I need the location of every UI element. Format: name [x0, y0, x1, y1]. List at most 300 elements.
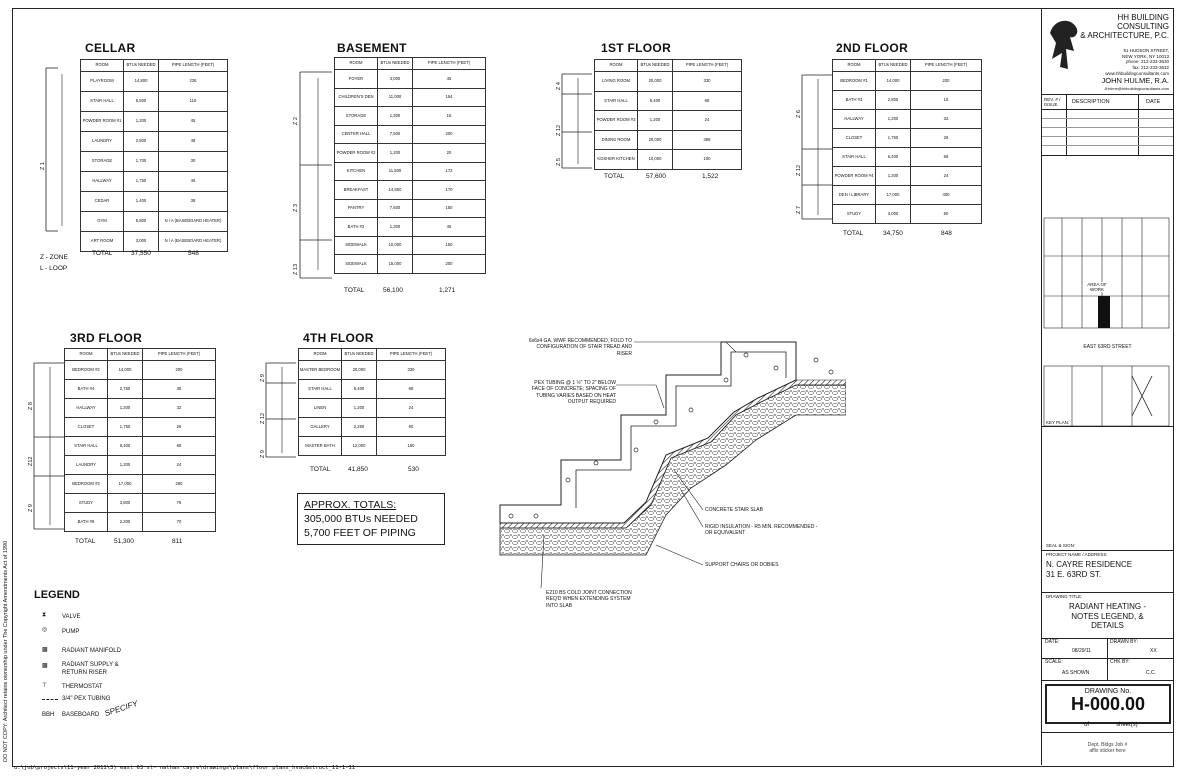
basement-total-label: TOTAL — [344, 287, 365, 294]
legend-bbh: BBH — [42, 712, 55, 718]
schedule-row — [335, 162, 486, 181]
key-plan — [1042, 216, 1173, 427]
project-box — [1042, 550, 1173, 593]
btu-cell: 2,800 — [876, 91, 911, 110]
schedule-row — [81, 112, 228, 132]
fourth-floor-total-btu: 41,850 — [348, 466, 368, 473]
fourth-floor-zone-9b: Z 9 — [260, 450, 266, 458]
sticker-label: affix sticker here — [1089, 748, 1126, 754]
pipe-length-cell: 200 — [413, 255, 486, 274]
btu-cell: 1,750 — [124, 172, 159, 192]
pipe-length-cell: N / A (BASEBOARD HEATER) — [159, 212, 228, 232]
btu-cell: 10,000 — [378, 236, 413, 255]
basement-zone-2: Z 2 — [293, 117, 299, 125]
note-chairs: SUPPORT CHAIRS OR DOBIES — [705, 562, 779, 568]
basement-total-pipe: 1,271 — [439, 287, 456, 294]
pipe-length-cell: 100 — [673, 150, 742, 170]
schedule-row — [65, 361, 216, 380]
room-cell: POWDER ROOM #4 — [833, 167, 876, 186]
drawing-title: RADIANT HEATING - NOTES LEGEND, & DETAILS — [1068, 602, 1147, 631]
room-cell: HALLWAY — [65, 399, 108, 418]
pex-tubing-line-icon — [42, 699, 58, 700]
btu-cell: 3,000 — [124, 232, 159, 252]
schedule-row — [81, 192, 228, 212]
room-cell: BREAKFAST — [335, 181, 378, 200]
room-cell: SIDEWALK — [335, 255, 378, 274]
btu-cell: 12,000 — [342, 437, 377, 456]
schedule-row — [595, 150, 742, 170]
area-of-work-label: AREA OF WORK — [1087, 282, 1107, 292]
rev-label: REV. # / ISSUE — [1044, 97, 1061, 107]
third-floor-total-pipe: 811 — [172, 538, 183, 545]
btu-cell: 10,000 — [638, 150, 673, 170]
fourth-floor-rows — [299, 361, 446, 456]
schedule-row — [833, 148, 982, 167]
first-floor-schedule: ROOM BTUs NEEDED PIPE LENGTH (FEET) LIVING ROOM 20,000 330 STAIR HALL 6,400 68 POWDER ROOM #3 1,200 24 DINING ROOM 20,000 388 KOSHER KITCHEN 10,000 100 — [594, 59, 742, 170]
schedule-row — [81, 92, 228, 112]
second-floor-title: 2ND FLOOR — [836, 41, 909, 55]
second-floor-total-pipe: 848 — [941, 230, 952, 237]
note-wwf: 6x6x4 GA. WWF RECOMMENDED, FOLD TO CONFIGURATION OF STAIR TREAD AND RISER — [528, 338, 632, 357]
pipe-length-cell: 388 — [673, 130, 742, 150]
schedule-row — [299, 380, 446, 399]
schedule-row — [335, 107, 486, 126]
first-floor-zone-5: Z 5 — [556, 158, 562, 166]
schedule-row — [65, 380, 216, 399]
btu-cell: 2,250 — [342, 418, 377, 437]
scale-value: AS SHOWN — [1062, 670, 1090, 676]
schedule-row — [299, 361, 446, 380]
title-block — [1041, 8, 1173, 765]
room-cell: STORAGE — [335, 107, 378, 126]
legend-baseboard: BASEBOARD — [62, 712, 100, 718]
room-cell: BEDROOM #1 — [833, 72, 876, 91]
schedule-row — [833, 167, 982, 186]
valve-icon: ⧗ — [42, 612, 47, 618]
room-cell: STAIR HALL — [833, 148, 876, 167]
room-cell: LAUNDRY — [81, 132, 124, 152]
pipe-length-cell: 400 — [911, 186, 982, 205]
room-cell: STAIR HALL — [65, 437, 108, 456]
drawing-title-box — [1042, 592, 1173, 639]
room-cell: FOYER — [335, 70, 378, 89]
room-cell: PANTRY — [335, 199, 378, 218]
btu-cell: 1,200 — [124, 112, 159, 132]
pipe-length-cell: 26 — [911, 129, 982, 148]
pipe-length-cell: 150 — [413, 236, 486, 255]
room-cell: CLOSET — [833, 129, 876, 148]
room-cell: HALLWAY — [81, 172, 124, 192]
schedule-row — [833, 110, 982, 129]
btu-cell: 1,200 — [342, 399, 377, 418]
room-cell: POWDER ROOM #1 — [81, 112, 124, 132]
pipe-length-cell: 68 — [143, 437, 216, 456]
second-floor-schedule: ROOM BTUs NEEDED PIPE LENGTH (FEET) BEDROOM #1 14,000 200 BATH #3 2,800 15 HALLWAY 1,200 32 CLOSET 1,750 26 STAIR HALL 6,400 68 POWDER ROOM #4 1,200 24 DEN / LIBRARY 17,000 400 STUDY 3,000 60 — [832, 59, 982, 224]
btu-cell: 14,000 — [876, 72, 911, 91]
firm-name: HH BUILDING CONSULTING & ARCHITECTURE, P.C. — [1080, 13, 1169, 40]
pipe-length-cell: 160 — [377, 437, 446, 456]
first-floor-rows — [595, 72, 742, 170]
btu-cell: 6,400 — [108, 437, 143, 456]
schedule-row — [81, 72, 228, 92]
basement-schedule: ROOM BTUs NEEDED PIPE LENGTH (FEET) FOYER 3,000 45 CHILDREN'S DEN 11,000 154 STORAGE 1,300 15 CENTER HALL 7,500 200 POWDER ROOM #2 1,200 20 KITCHEN 11,500 172 BREAKFAST 14,800 170 PANTRY 7,500 150 BATH #2 1,300 45 SIDEWALK 10,000 150 SIDEWALK 15,000 200 — [334, 57, 486, 274]
schedule-row — [81, 172, 228, 192]
approx-totals-heading: APPROX. TOTALS: — [304, 499, 397, 511]
btu-cell: 1,200 — [108, 399, 143, 418]
note-insulation: RIGID INSULATION - R5 MIN. RECOMMENDED - OR EQUIVALENT — [705, 524, 818, 537]
btu-cell: 3,800 — [108, 494, 143, 513]
schedule-row — [65, 418, 216, 437]
scale-label: SCALE: — [1045, 659, 1063, 665]
third-floor-zone-12: Z12 — [28, 456, 34, 466]
drawing-title-label: DRAWING TITLE: — [1046, 594, 1083, 599]
pipe-length-cell: 60 — [911, 205, 982, 224]
fourth-floor-schedule: ROOM BTUs NEEDED PIPE LENGTH (FEET) MASTER BEDROOM 20,000 330 STAIR HALL 6,400 68 LINEN 1,200 24 GALLERY 2,250 60 MASTER BATH 12,000 160 — [298, 348, 446, 456]
pipe-length-cell: 24 — [143, 456, 216, 475]
room-cell: GALLERY — [299, 418, 342, 437]
third-floor-total-label: TOTAL — [75, 538, 96, 545]
schedule-row — [335, 255, 486, 274]
pipe-length-cell: 45 — [413, 70, 486, 89]
btu-cell: 1,200 — [108, 456, 143, 475]
room-cell: STUDY — [833, 205, 876, 224]
room-cell: BATH #2 — [335, 218, 378, 237]
firm-address: 51 HUDSON STREET, NEW YORK, NY 10013 phone: 212-233-3630 fax: 212-233-3632 www.hhbuildingconsultants.com — [1105, 48, 1169, 76]
schedule-row — [833, 129, 982, 148]
btu-cell: 6,400 — [876, 148, 911, 167]
schedule-row — [81, 152, 228, 172]
sheet-of-label: of — [1084, 722, 1090, 728]
scale-row — [1042, 658, 1173, 681]
schedule-row — [65, 456, 216, 475]
seal-label: SEAL & SIGN: — [1046, 543, 1076, 548]
schedule-row — [65, 494, 216, 513]
pipe-length-cell: 45 — [159, 112, 228, 132]
pipe-length-cell: 45 — [159, 172, 228, 192]
btu-cell: 20,000 — [638, 72, 673, 92]
legend-thermostat: THERMOSTAT — [62, 684, 103, 690]
schedule-row — [335, 88, 486, 107]
schedule-row — [299, 437, 446, 456]
pipe-length-cell: 45 — [413, 218, 486, 237]
legend-pump: PUMP — [62, 629, 80, 635]
fourth-floor-total-label: TOTAL — [310, 466, 331, 473]
schedule-row — [833, 72, 982, 91]
pipe-length-cell: N / A (BASEBOARD HEATER) — [159, 232, 228, 252]
schedule-row — [595, 111, 742, 131]
pipe-length-cell: 68 — [673, 91, 742, 111]
legend-manifold: RADIANT MANIFOLD — [62, 648, 121, 654]
approx-totals-btu: 305,000 BTUs NEEDED — [304, 513, 418, 526]
date-label: DATE — [1146, 99, 1161, 105]
project-label: PROJECT NAME / ADDRESS: — [1046, 552, 1108, 557]
schedule-row — [81, 212, 228, 232]
room-cell: GYM — [81, 212, 124, 232]
schedule-row — [65, 513, 216, 532]
pipe-length-cell: 35 — [143, 380, 216, 399]
chk-by-label: CHK BY: — [1110, 659, 1130, 665]
second-floor-total-label: TOTAL — [843, 230, 864, 237]
third-floor-schedule: ROOM BTUs NEEDED PIPE LENGTH (FEET) BEDROOM #2 14,000 200 BATH #4 2,750 35 HALLWAY 1,200 32 CLOSET 1,750 26 STAIR HALL 6,400 68 LAUNDRY 1,200 24 BEDROOM #3 17,000 280 STUDY 3,800 76 BATH #6 2,200 70 — [64, 348, 216, 532]
pipe-length-cell: 15 — [911, 91, 982, 110]
cellar-rows — [81, 72, 228, 252]
btu-cell: 20,000 — [638, 130, 673, 150]
approx-totals-box — [297, 493, 445, 545]
dept-sticker-box — [1042, 732, 1173, 765]
btu-cell: 1,200 — [378, 144, 413, 163]
pipe-length-cell: 32 — [143, 399, 216, 418]
schedule-row — [335, 236, 486, 255]
third-floor-title: 3RD FLOOR — [70, 331, 143, 345]
pipe-length-cell: 15 — [413, 107, 486, 126]
pipe-length-cell: 30 — [159, 152, 228, 172]
first-floor-zone-12: Z 12 — [556, 124, 562, 136]
room-cell: ART ROOM — [81, 232, 124, 252]
room-cell: LAUNDRY — [65, 456, 108, 475]
project-name: N. CAYRE RESIDENCE 31 E. 63RD ST. — [1046, 560, 1133, 579]
key-plan-drawing — [1042, 216, 1173, 426]
room-cell: CHILDREN'S DEN — [335, 88, 378, 107]
btu-cell: 11,500 — [378, 162, 413, 181]
cellar-total-label: TOTAL — [92, 250, 113, 257]
pipe-length-cell: 200 — [143, 361, 216, 380]
first-floor-total-pipe: 1,522 — [702, 173, 719, 180]
street-label: EAST 63RD STREET — [1083, 344, 1132, 350]
room-cell: STUDY — [65, 494, 108, 513]
firm-logo-griffin-icon — [1044, 13, 1084, 83]
btu-cell: 14,000 — [108, 361, 143, 380]
pipe-length-cell: 200 — [413, 125, 486, 144]
schedule-row — [65, 475, 216, 494]
pipe-length-cell: 200 — [911, 72, 982, 91]
room-cell: CLOSET — [65, 418, 108, 437]
pipe-length-cell: 32 — [911, 110, 982, 129]
btu-cell: 3,000 — [378, 70, 413, 89]
btu-cell: 1,200 — [876, 167, 911, 186]
room-cell: MASTER BEDROOM — [299, 361, 342, 380]
legend-riser: RADIANT SUPPLY & RETURN RISER — [62, 662, 119, 676]
schedule-row — [833, 186, 982, 205]
file-path: u:\job\projects\11-year 2011\3) east 63 st- nathan cayre\drawings\plans\floor plans_hvac&struct_11-1-11 — [14, 765, 356, 771]
schedule-row — [335, 125, 486, 144]
room-cell: STAIR HALL — [299, 380, 342, 399]
schedule-row — [595, 130, 742, 150]
btu-cell: 6,400 — [638, 91, 673, 111]
room-cell: KOSHER KITCHEN — [595, 150, 638, 170]
fourth-floor-zone-9a: Z 9 — [260, 374, 266, 382]
cellar-title: CELLAR — [85, 41, 136, 55]
seal-area — [1042, 426, 1173, 551]
pipe-length-cell: 24 — [911, 167, 982, 186]
room-cell: BATH #3 — [833, 91, 876, 110]
schedule-row — [833, 205, 982, 224]
btu-cell: 2,200 — [108, 513, 143, 532]
schedule-row — [335, 181, 486, 200]
second-floor-total-btu: 34,750 — [883, 230, 903, 237]
revision-table — [1042, 94, 1173, 156]
btu-cell: 2,750 — [108, 380, 143, 399]
basement-title: BASEMENT — [337, 41, 407, 55]
description-label: DESCRIPTION — [1072, 99, 1110, 105]
second-floor-zone-6: Z 6 — [796, 110, 802, 118]
room-cell: POWDER ROOM #3 — [595, 111, 638, 131]
schedule-row — [335, 144, 486, 163]
btu-cell: 1,300 — [378, 107, 413, 126]
btu-cell: 1,750 — [108, 418, 143, 437]
architect-name: JOHN HULME, R.A. — [1101, 76, 1169, 85]
third-floor-rows — [65, 361, 216, 532]
room-cell: HALLWAY — [833, 110, 876, 129]
pipe-length-cell: 60 — [377, 418, 446, 437]
pipe-length-cell: 68 — [377, 380, 446, 399]
first-floor-total-label: TOTAL — [604, 173, 625, 180]
schedule-row — [595, 91, 742, 111]
btu-cell: 7,500 — [378, 125, 413, 144]
btu-cell: 14,800 — [378, 181, 413, 200]
fourth-floor-total-pipe: 530 — [408, 466, 419, 473]
note-cold-joint: E210 BS COLD JOINT CONNECTION REQ'D WHEN EXTENDING SYSTEM INTO SLAB — [546, 590, 632, 609]
third-floor-zone-9: Z 9 — [28, 504, 34, 512]
schedule-row — [595, 72, 742, 92]
drawing-number-label: DRAWING No. — [1084, 688, 1132, 695]
riser-icon: ▩ — [42, 663, 48, 669]
cellar-total-pipe: 548 — [188, 250, 199, 257]
room-cell: BATH #6 — [65, 513, 108, 532]
pipe-length-cell: 70 — [143, 513, 216, 532]
room-cell: STAIR HALL — [595, 91, 638, 111]
approx-totals-pipe: 5,700 FEET OF PIPING — [304, 527, 416, 540]
drawn-by-label: DRAWN BY: — [1110, 639, 1138, 645]
note-slab: CONCRETE STAIR SLAB — [705, 507, 763, 513]
room-cell: BEDROOM #3 — [65, 475, 108, 494]
third-floor-total-btu: 51,300 — [114, 538, 134, 545]
thermostat-icon: ⊤ — [42, 683, 48, 689]
room-cell: LIVING ROOM — [595, 72, 638, 92]
btu-cell: 1,400 — [124, 192, 159, 212]
legend-specify-note: SPECIFY — [103, 698, 139, 719]
basement-zone-3: Z 3 — [293, 204, 299, 212]
pipe-length-cell: 172 — [413, 162, 486, 181]
btu-cell: 14,800 — [124, 72, 159, 92]
date-row — [1042, 638, 1173, 659]
zone-key-l: L - LOOP — [40, 265, 68, 273]
cellar-total-btu: 37,550 — [131, 250, 151, 257]
cellar-zone-bracket — [38, 66, 78, 236]
pipe-length-cell: 24 — [377, 399, 446, 418]
schedule-row — [299, 418, 446, 437]
drawn-by-value: XX — [1150, 648, 1157, 654]
btu-cell: 5,800 — [124, 212, 159, 232]
btu-cell: 2,800 — [124, 132, 159, 152]
stair-detail-drawing — [496, 330, 846, 630]
schedule-row — [299, 399, 446, 418]
pipe-length-cell: 116 — [159, 92, 228, 112]
schedule-row — [833, 91, 982, 110]
pipe-length-cell: 170 — [413, 181, 486, 200]
first-floor-zone-4: Z 4 — [556, 82, 562, 90]
copyright-notice: DO NOT COPY: Architect retains ownership under The Copyright Amendments Act of 1990 — [3, 540, 9, 762]
pipe-length-cell: 26 — [143, 418, 216, 437]
schedule-row — [335, 70, 486, 89]
second-floor-zone-12: Z 12 — [796, 164, 802, 176]
basement-zone-bracket — [292, 70, 334, 282]
pipe-length-cell: 68 — [911, 148, 982, 167]
second-floor-rows — [833, 72, 982, 224]
pipe-length-cell: 330 — [377, 361, 446, 380]
pump-icon: ◎ — [42, 627, 48, 633]
pipe-length-cell: 154 — [413, 88, 486, 107]
schedule-row — [65, 437, 216, 456]
key-plan-label: KEY PLAN: — [1046, 420, 1070, 425]
room-cell: POWDER ROOM #2 — [335, 144, 378, 163]
legend-pex: 3/4" PEX TUBING — [62, 696, 111, 702]
room-cell: BEDROOM #2 — [65, 361, 108, 380]
legend-title: LEGEND — [34, 589, 80, 601]
sheets-label: sheet(s) — [1116, 722, 1138, 728]
second-floor-zone-7: Z 7 — [796, 206, 802, 214]
btu-cell: 17,000 — [876, 186, 911, 205]
pipe-length-cell: 38 — [159, 192, 228, 212]
btu-cell: 7,500 — [378, 199, 413, 218]
zone-key-z: Z - ZONE — [40, 254, 68, 261]
pipe-length-cell: 150 — [413, 199, 486, 218]
drawing-number-box — [1045, 684, 1171, 724]
manifold-icon: ▩ — [42, 647, 48, 653]
fourth-floor-zone-12: Z 12 — [260, 412, 266, 424]
room-cell: STORAGE — [81, 152, 124, 172]
basement-rows — [335, 70, 486, 274]
second-floor-zone-bracket — [794, 73, 834, 223]
pipe-length-cell: 226 — [159, 72, 228, 92]
pipe-length-cell: 330 — [673, 72, 742, 92]
note-pex: PEX TUBING @ 1 ½" TO 2" BELOW FACE OF CONCRETE; SPACING OF TUBING VARIES BASED ON HEAT OUTPUT REQUIRED — [531, 380, 616, 405]
pipe-length-cell: 48 — [159, 132, 228, 152]
btu-cell: 1,700 — [124, 152, 159, 172]
room-cell: PLAYROOM — [81, 72, 124, 92]
room-cell: MASTER BATH — [299, 437, 342, 456]
schedule-row — [81, 232, 228, 252]
schedule-row — [81, 132, 228, 152]
btu-cell: 20,000 — [342, 361, 377, 380]
legend-valve: VALVE — [62, 614, 81, 620]
room-cell: KITCHEN — [335, 162, 378, 181]
room-cell: DEN / LIBRARY — [833, 186, 876, 205]
room-cell: STAIR HALL — [81, 92, 124, 112]
btu-cell: 1,200 — [638, 111, 673, 131]
pipe-length-cell: 20 — [413, 144, 486, 163]
basement-zone-13: Z 13 — [293, 263, 299, 275]
first-floor-total-btu: 57,600 — [646, 173, 666, 180]
room-cell: CEDAR — [81, 192, 124, 212]
btu-cell: 1,200 — [876, 110, 911, 129]
cellar-schedule: ROOM BTUs NEEDED PIPE LENGTH (FEET) PLAYROOM 14,800 226 STAIR HALL 5,500 116 POWDER ROOM #1 1,200 45 LAUNDRY 2,800 48 STORAGE 1,700 30 HALLWAY 1,750 45 CEDAR 1,400 38 GYM 5,800 N / A (BASEBOARD HEATER) ART ROOM 3,000 N / A (BASEBOARD HEATER) — [80, 59, 228, 252]
room-cell: DINING ROOM — [595, 130, 638, 150]
architect-email: JHulme@hhbuildingconsultants.com — [1104, 86, 1169, 91]
zone-key — [40, 252, 68, 274]
btu-cell: 1,750 — [876, 129, 911, 148]
btu-cell: 11,000 — [378, 88, 413, 107]
pipe-length-cell: 76 — [143, 494, 216, 513]
date-field-label: DATE: — [1045, 639, 1060, 645]
fourth-floor-title: 4TH FLOOR — [303, 331, 374, 345]
chk-by-value: C.C. — [1146, 670, 1156, 676]
drawing-number: H-000.00 — [1070, 694, 1146, 714]
btu-cell: 6,400 — [342, 380, 377, 399]
btu-cell: 1,300 — [378, 218, 413, 237]
room-cell: LINEN — [299, 399, 342, 418]
basement-total-btu: 56,100 — [383, 287, 403, 294]
room-cell: CENTER HALL — [335, 125, 378, 144]
